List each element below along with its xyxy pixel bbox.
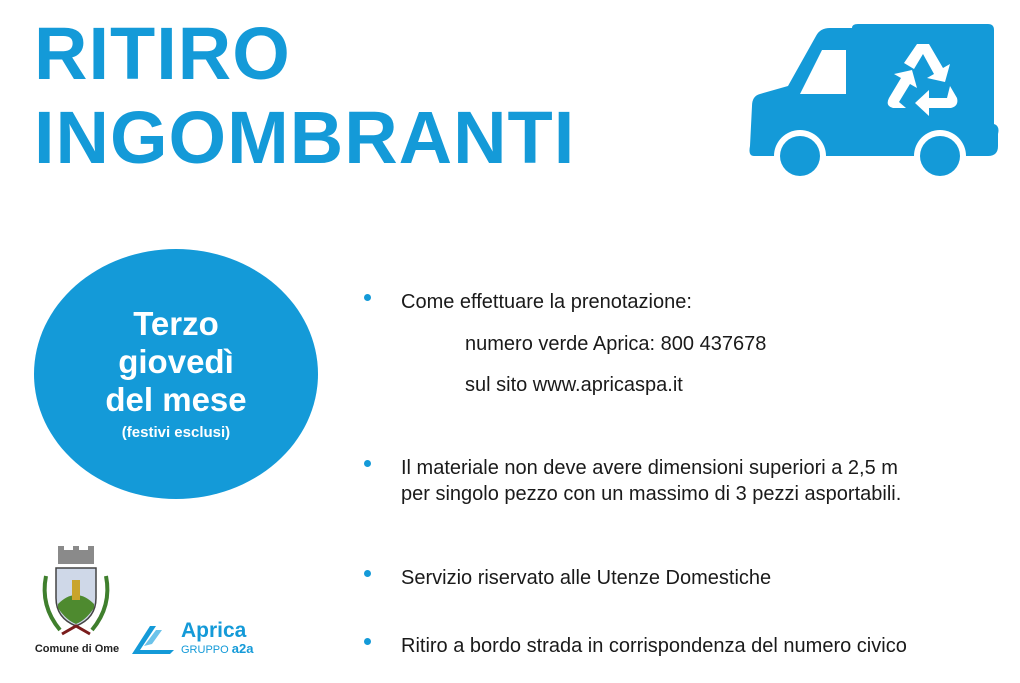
company-name: Aprica xyxy=(181,619,247,642)
title-line-1: RITIRO xyxy=(34,12,291,95)
bullet-dot xyxy=(364,570,371,577)
coat-of-arms-icon xyxy=(30,546,122,646)
pickup-note: Ritiro a bordo strada in corrispondenza del numero civico xyxy=(401,635,907,657)
booking-site: sul sito www.apricaspa.it xyxy=(465,374,683,396)
bullet-dot xyxy=(364,460,371,467)
material-line-1: Il materiale non deve avere dimensioni superiori a 2,5 m xyxy=(401,457,898,479)
schedule-line-2: giovedì xyxy=(118,342,234,380)
info-list xyxy=(360,0,1010,683)
schedule-badge xyxy=(34,249,318,499)
schedule-line-3: del mese xyxy=(105,380,247,418)
group-prefix: GRUPPO xyxy=(181,644,229,656)
booking-phone: numero verde Aprica: 800 437678 xyxy=(465,333,767,355)
company-group xyxy=(181,642,253,657)
material-line-2: per singolo pezzo con un massimo di 3 pezzi asportabili. xyxy=(401,483,902,505)
bullet-dot xyxy=(364,294,371,301)
group-name: a2a xyxy=(231,641,254,656)
booking-heading: Come effettuare la prenotazione: xyxy=(401,291,692,313)
title-line-2: INGOMBRANTI xyxy=(34,96,576,179)
service-note: Servizio riservato alle Utenze Domestiche xyxy=(401,567,772,589)
municipality-name: Comune di Ome xyxy=(34,643,120,655)
bullet-dot xyxy=(364,638,371,645)
schedule-note: (festivi esclusi) xyxy=(121,423,231,441)
schedule-line-1: Terzo xyxy=(133,304,219,342)
